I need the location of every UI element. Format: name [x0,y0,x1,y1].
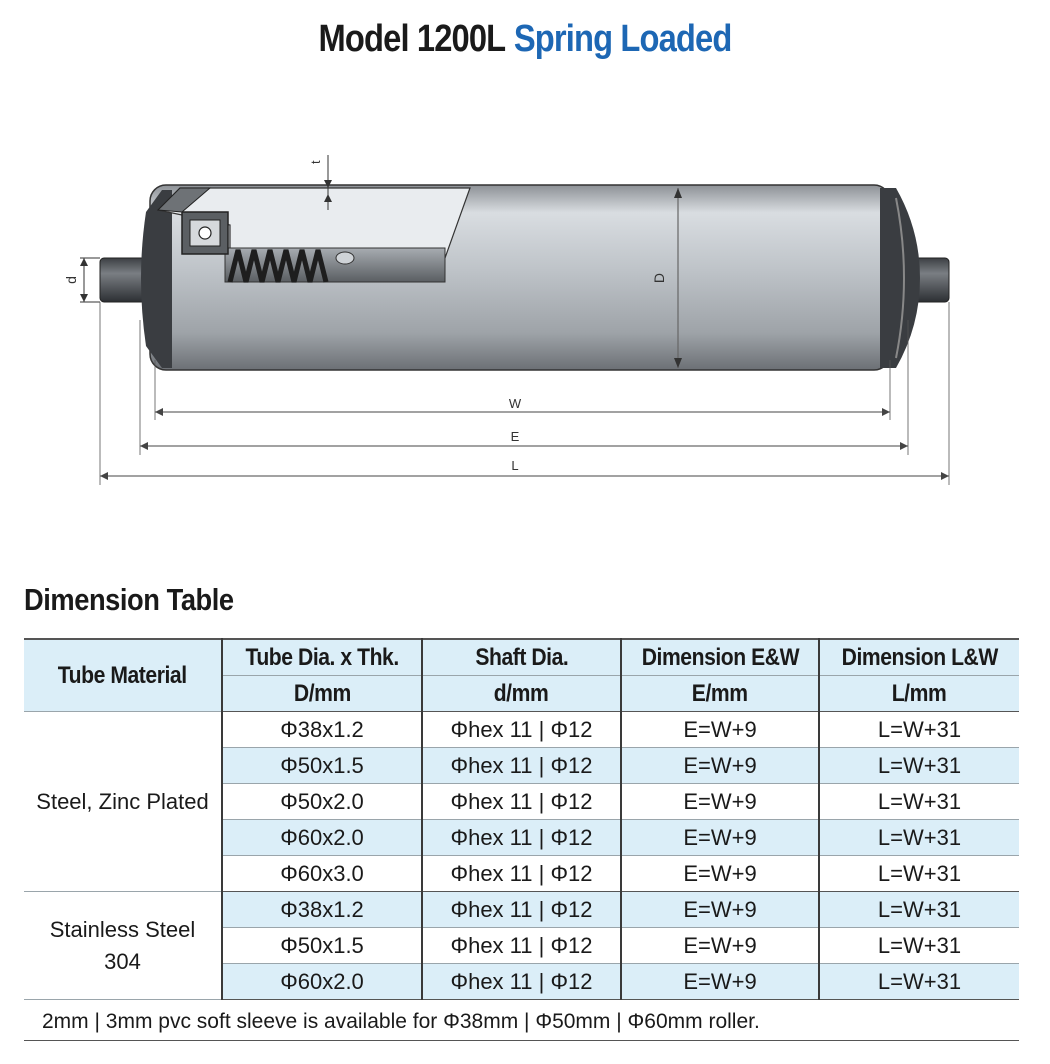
e-cell: E=W+9 [621,892,819,928]
e-cell: E=W+9 [621,748,819,784]
e-cell: E=W+9 [621,964,819,1000]
tube-cell: Φ50x1.5 [222,928,422,964]
left-end-cap [141,190,172,368]
tube-cell: Φ60x2.0 [222,820,422,856]
material-cell: Stainless Steel 304 [24,892,222,1000]
l-cell: L=W+31 [819,892,1019,928]
tube-cell: Φ38x1.2 [222,712,422,748]
tube-cell: Φ50x1.5 [222,748,422,784]
bottom-rule [24,1040,1019,1041]
shaft-cell: Φhex 11 | Φ12 [422,856,621,892]
tube-cell: Φ60x3.0 [222,856,422,892]
l-cell: L=W+31 [819,964,1019,1000]
l-cell: L=W+31 [819,856,1019,892]
col-header-tube: Tube Dia. x Thk. [222,639,422,676]
section-title: Dimension Table [24,582,234,617]
tube-cell: Φ50x2.0 [222,784,422,820]
col-unit-tube: D/mm [222,676,422,712]
tube-cell: Φ60x2.0 [222,964,422,1000]
label-D: D [651,272,667,284]
sleeve-note: 2mm | 3mm pvc soft sleeve is available for Φ38mm | Φ50mm | Φ60mm roller. [42,1010,760,1033]
e-cell: E=W+9 [621,820,819,856]
l-cell: L=W+31 [819,748,1019,784]
label-d: d [63,276,79,284]
label-L: L [511,458,519,473]
header-row [24,639,1019,676]
col-unit-shaft: d/mm [422,676,621,712]
label-t: t [308,160,323,164]
shaft-cell: Φhex 11 | Φ12 [422,820,621,856]
l-cell: L=W+31 [819,712,1019,748]
dimension-table [24,638,1019,1000]
table-row [24,712,1019,748]
label-W: W [508,396,522,411]
shaft-cell: Φhex 11 | Φ12 [422,928,621,964]
col-unit-l: L/mm [819,676,1019,712]
table-row [24,892,1019,928]
l-cell: L=W+31 [819,820,1019,856]
material-cell: Steel, Zinc Plated [24,712,222,892]
model-name: Model 1200L [318,18,506,60]
model-kind: Spring Loaded [513,18,732,60]
roller-diagram [50,150,970,500]
l-cell: L=W+31 [819,928,1019,964]
e-cell: E=W+9 [621,712,819,748]
e-cell: E=W+9 [621,928,819,964]
shaft-cell: Φhex 11 | Φ12 [422,748,621,784]
tube-cell: Φ38x1.2 [222,892,422,928]
shaft-cell: Φhex 11 | Φ12 [422,712,621,748]
col-header-material: Tube Material [24,639,222,712]
col-header-l: Dimension L&W [819,639,1019,676]
page-title [74,18,977,61]
shaft-cell: Φhex 11 | Φ12 [422,964,621,1000]
col-header-e: Dimension E&W [621,639,819,676]
e-cell: E=W+9 [621,856,819,892]
l-cell: L=W+31 [819,784,1019,820]
e-cell: E=W+9 [621,784,819,820]
shaft-cell: Φhex 11 | Φ12 [422,784,621,820]
shaft-cell: Φhex 11 | Φ12 [422,892,621,928]
col-unit-e: E/mm [621,676,819,712]
col-header-shaft: Shaft Dia. [422,639,621,676]
label-E: E [510,429,520,444]
